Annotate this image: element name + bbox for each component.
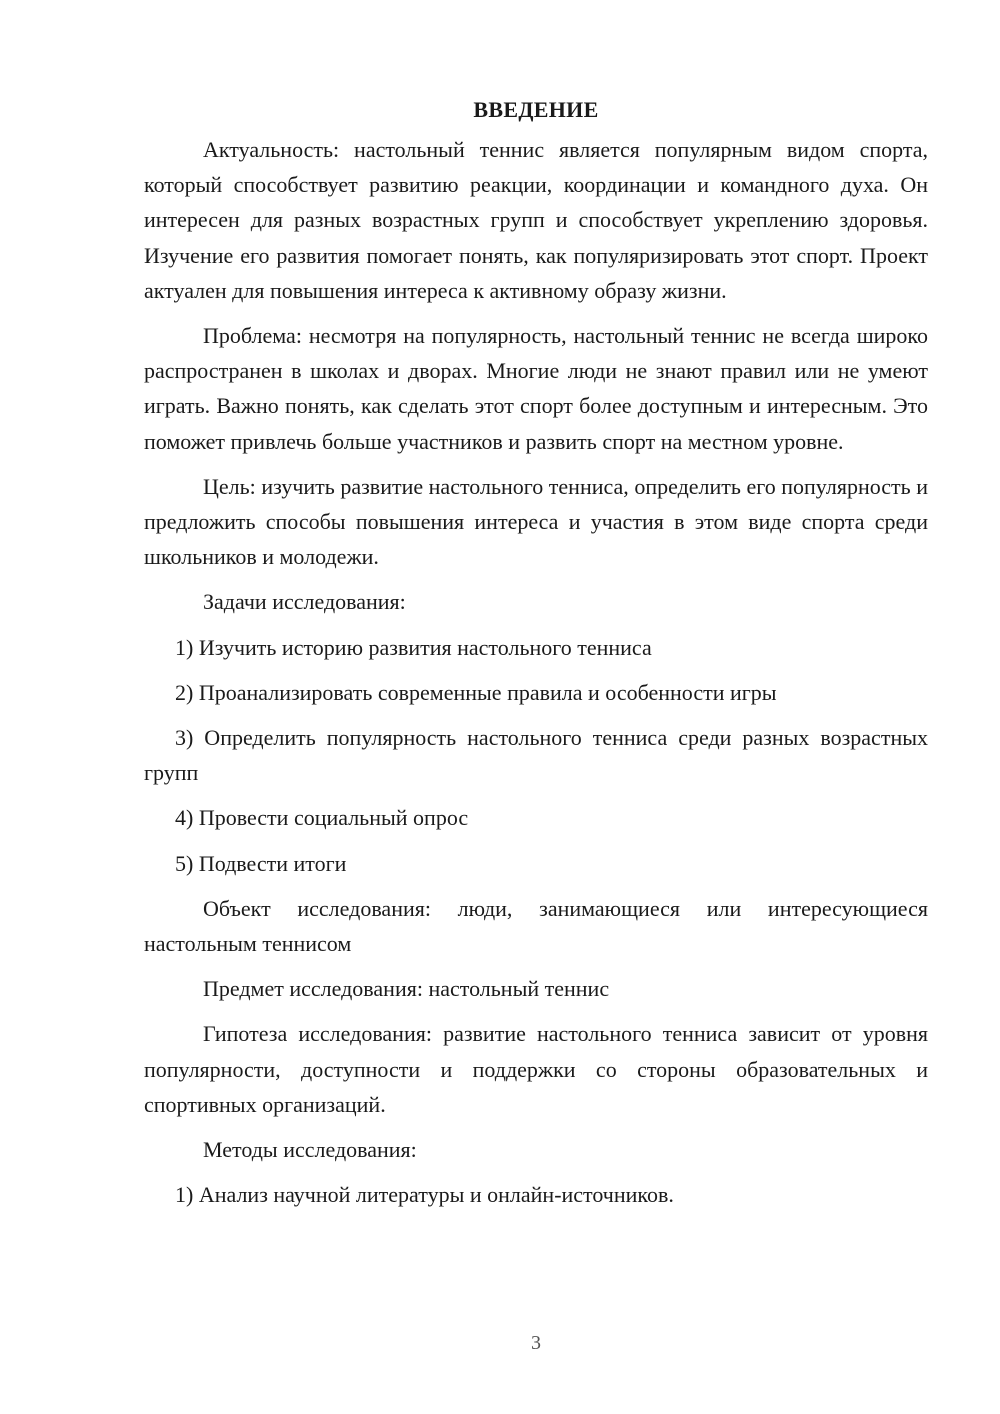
page-number: 3 bbox=[531, 1332, 541, 1354]
object-paragraph: Объект исследования: люди, занимающиеся или интересующиеся настольным теннисом bbox=[144, 895, 928, 957]
method-item-1: 1) Анализ научной литературы и онлайн-источников. bbox=[175, 1182, 674, 1208]
task-item-1: 1) Изучить историю развития настольного тенниса bbox=[175, 634, 652, 660]
problem-paragraph: Проблема: несмотря на популярность, настольный теннис не всегда широко распространен в школах и дворах. Многие люди не знают правил или не умеют играть. Важно понять, как сделать этот спорт более доступным и интересным. Это поможет привлечь больше участников и развить спорт на местном уровне. bbox=[144, 323, 928, 454]
task-item-5: 5) Подвести итоги bbox=[175, 850, 347, 876]
task-item-4: 4) Провести социальный опрос bbox=[175, 805, 469, 831]
hypothesis-paragraph: Гипотеза исследования: развитие настольного тенниса зависит от уровня популярности, доступности и поддержки со стороны образовательных и спортивных организаций. bbox=[144, 1021, 928, 1117]
page-title: ВВЕДЕНИЕ bbox=[473, 97, 599, 122]
task-item-2: 2) Проанализировать современные правила и особенности игры bbox=[175, 679, 777, 705]
document-page bbox=[144, 92, 928, 1212]
subject-paragraph: Предмет исследования: настольный теннис bbox=[203, 976, 610, 1002]
methods-heading: Методы исследования: bbox=[203, 1137, 417, 1163]
tasks-heading: Задачи исследования: bbox=[203, 589, 406, 615]
task-item-3: 3) Определить популярность настольного тенниса среди разных возрастных групп bbox=[144, 725, 928, 786]
goal-paragraph: Цель: изучить развитие настольного тенниса, определить его популярность и предложить способы повышения интереса и участия в этом виде спорта среди школьников и молодежи. bbox=[144, 473, 928, 570]
relevance-paragraph: Актуальность: настольный теннис является популярным видом спорта, который способствует развитию реакции, координации и командного духа. Он интересен для разных возрастных групп и способствует укреплению здоровья. Изучение его развития помогает понять, как популяризировать этот спорт. Проект актуален для повышения интереса к активному образу жизни. bbox=[144, 137, 928, 303]
